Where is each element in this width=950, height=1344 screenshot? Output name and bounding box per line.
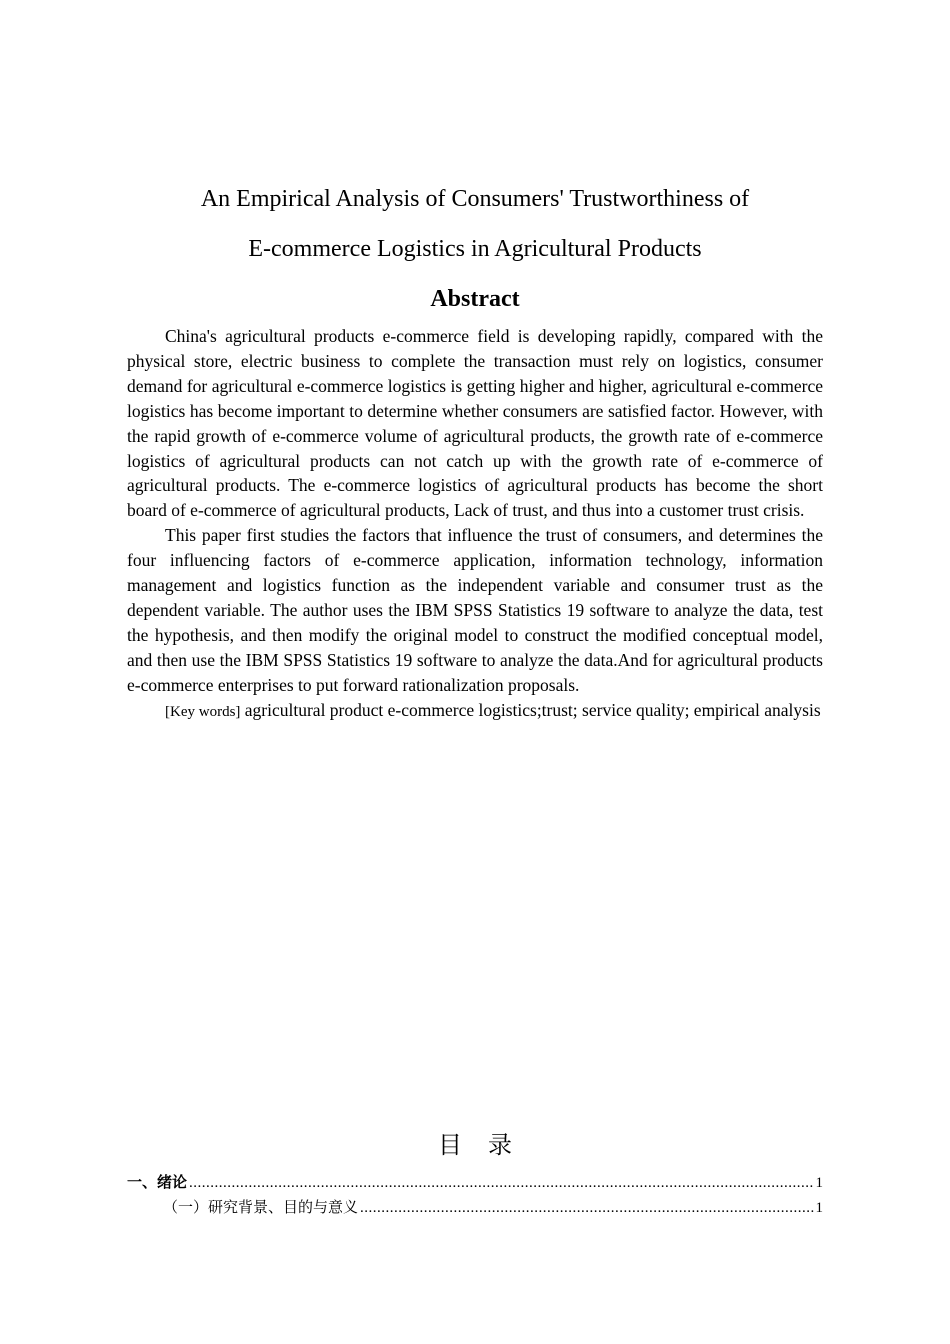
abstract-paragraph-2: This paper first studies the factors that influence the trust of consumers, and determines the four influencing factors of e-commerce application, information technology, information management and logistics function as the independent variable and consumer trust as the dependent variable. The author uses the IBM SPSS Statistics 19 software to analyze the data, test the hypothesis, and then modify the original model to construct the modified conceptual model, and then use the IBM SPSS Statistics 19 software to analyze the data.And for agricultural products e-commerce enterprises to put forward rationalization proposals.: [127, 525, 823, 695]
keywords-text: agricultural product e-commerce logistics;trust; service quality; empirical analysis: [240, 699, 821, 720]
toc-heading: 目录: [438, 1131, 538, 1159]
toc-entry[interactable]: [163, 1197, 823, 1218]
keywords-label: [Key words]: [165, 703, 241, 720]
abstract-body: [127, 324, 823, 725]
toc-entry-title: 一、绪论: [127, 1173, 188, 1191]
keywords-paragraph: [127, 698, 823, 725]
title-line-1: An Empirical Analysis of Consumers' Trustworthiness of: [200, 186, 750, 212]
toc-entry-page: 1: [815, 1175, 823, 1191]
toc-entry[interactable]: [127, 1172, 823, 1193]
toc-entry-title: （一）研究背景、目的与意义: [163, 1198, 359, 1216]
title-line-2: E-commerce Logistics in Agricultural Products: [248, 236, 702, 262]
toc-entry-page: 1: [815, 1200, 823, 1216]
toc-leader-dots: [360, 1198, 813, 1218]
abstract-heading: Abstract: [430, 286, 520, 312]
abstract-paragraph-1: China's agricultural products e-commerce field is developing rapidly, compared with the physical store, electric business to complete the transaction must rely on logistics, consumer demand for agricultural e-commerce logistics is getting higher and higher, agricultural e-commerce logistics has become important to determine whether consumers are satisfied factor. However, with the rapid growth of e-commerce volume of agricultural products, the growth rate of e-commerce logistics of agricultural products can not catch up with the growth rate of e-commerce of agricultural products. The e-commerce logistics of agricultural products has become the short board of e-commerce of agricultural products, Lack of trust, and thus into a customer trust crisis.: [127, 326, 823, 521]
toc-leader-dots: [189, 1173, 813, 1193]
